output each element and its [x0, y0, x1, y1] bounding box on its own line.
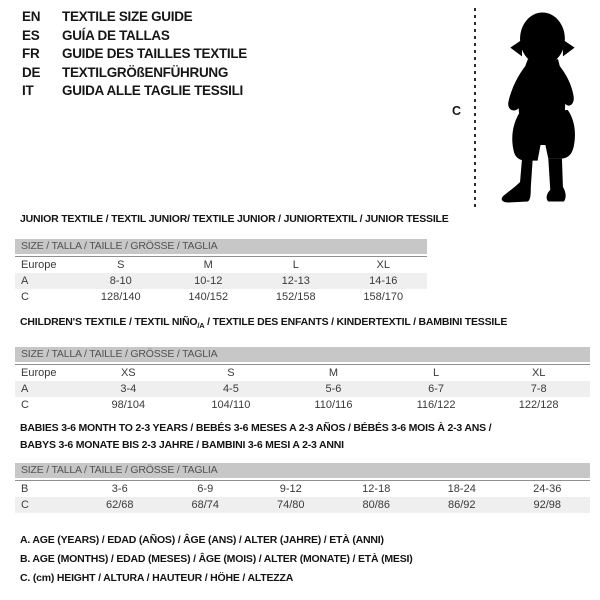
table-title-line: BABIES 3-6 MONTH TO 2-3 YEARS / BEBÉS 3-6 MESES A 2-3 AÑOS / BÉBÉS 3-6 MOIS À 2-3 ANS /	[20, 422, 492, 434]
size-cell: XL	[531, 367, 546, 380]
language-header	[22, 8, 247, 101]
table-title-subscript: /A	[197, 321, 205, 331]
row-label: A	[21, 275, 29, 287]
height-marker-label: C	[452, 104, 462, 118]
language-code: FR	[22, 46, 40, 61]
table-row	[15, 289, 427, 305]
measurement-figure	[440, 0, 600, 215]
table-body	[15, 257, 427, 305]
row-label: C	[21, 499, 29, 511]
size-cell: 12-18	[362, 483, 391, 495]
size-cell: S	[117, 259, 125, 271]
size-cell: M	[328, 367, 339, 380]
size-cell: XS	[120, 367, 136, 380]
size-cell: L	[292, 259, 299, 271]
language-code: IT	[22, 83, 34, 98]
size-cell: 8-10	[109, 275, 132, 287]
table-row	[15, 365, 590, 381]
row-label: Europe	[21, 259, 57, 271]
language-row	[22, 45, 247, 64]
language-row	[22, 8, 247, 27]
language-label: GUÍA DE TALLAS	[62, 27, 170, 43]
size-cell: 3-6	[111, 483, 128, 495]
measurement-legend	[20, 531, 413, 588]
table-row	[15, 381, 590, 397]
junior-size-table	[15, 213, 449, 305]
size-cell: 80/86	[362, 499, 391, 511]
table-row	[15, 273, 427, 289]
height-dashed-line	[474, 8, 476, 209]
size-cell: XL	[376, 259, 390, 271]
language-row	[22, 64, 247, 83]
size-cell: M	[203, 259, 213, 271]
table-title-part: CHILDREN'S TEXTILE / TEXTIL NIÑO	[20, 316, 198, 328]
row-label: C	[21, 399, 29, 412]
size-cell: 104/110	[211, 399, 251, 412]
size-cell: 24-36	[533, 483, 562, 495]
row-label: Europe	[21, 367, 57, 380]
language-label: TEXTILE SIZE GUIDE	[62, 9, 193, 24]
size-header-bar: SIZE / TALLA / TAILLE / GRÖSSE / TAGLIA	[15, 463, 590, 478]
size-cell: S	[227, 367, 235, 380]
size-cell: 9-12	[279, 483, 302, 495]
size-header-bar: SIZE / TALLA / TAILLE / GRÖSSE / TAGLIA	[15, 347, 590, 362]
table-body	[15, 365, 590, 413]
size-cell: 116/122	[416, 399, 456, 412]
table-row	[15, 257, 427, 273]
legend-line-age-months: B. AGE (MONTHS) / EDAD (MESES) / ÂGE (MOIS) / ALTER (MONATE) / ETÀ (MESI)	[20, 553, 413, 565]
size-cell: 4-5	[222, 383, 239, 396]
size-cell: 5-6	[325, 383, 342, 396]
size-cell: 18-24	[447, 483, 476, 495]
row-label: B	[21, 483, 29, 495]
size-cell: 68/74	[191, 499, 220, 511]
toddler-silhouette-icon	[484, 7, 598, 209]
table-body	[15, 481, 590, 513]
size-cell: 7-8	[530, 383, 547, 396]
legend-line-height: C. (cm) HEIGHT / ALTURA / HAUTEUR / HÖHE / ALTEZZA	[20, 572, 294, 584]
language-code: DE	[22, 64, 41, 80]
language-label: GUIDE DES TAILLES TEXTILE	[62, 46, 248, 61]
language-code: ES	[22, 27, 40, 43]
table-row	[15, 397, 590, 413]
row-label: A	[21, 383, 29, 396]
table-title-part: / TEXTILE DES ENFANTS / KINDERTEXTIL / BAMBINI TESSILE	[204, 316, 508, 328]
language-row	[22, 82, 247, 101]
legend-line-age-years: A. AGE (YEARS) / EDAD (AÑOS) / ÂGE (ANS) / ALTER (JAHRE) / ETÀ (ANNI)	[20, 534, 384, 546]
size-cell: 110/116	[314, 399, 353, 412]
size-cell: 92/98	[533, 499, 562, 511]
size-cell: 6-9	[197, 483, 214, 495]
language-label: TEXTILGRÖßENFÜHRUNG	[62, 64, 229, 80]
size-cell: 14-16	[369, 275, 398, 287]
size-cell: 3-4	[120, 383, 137, 396]
table-row	[15, 497, 590, 513]
size-cell: 86/92	[447, 499, 476, 511]
table-title-line: BABYS 3-6 MONATE BIS 2-3 JAHRE / BAMBINI 3-6 MESI A 2-3 ANNI	[20, 439, 344, 451]
size-cell: 152/158	[275, 291, 316, 303]
language-label: GUIDA ALLE TAGLIE TESSILI	[62, 83, 243, 98]
language-row	[22, 27, 247, 46]
table-row	[15, 481, 590, 497]
table-title	[15, 316, 590, 332]
babies-size-table	[15, 420, 590, 513]
children-size-table	[15, 316, 590, 413]
size-cell: 158/170	[363, 291, 404, 303]
size-cell: 98/104	[111, 399, 146, 412]
size-cell: 128/140	[100, 291, 141, 303]
size-cell: 6-7	[428, 383, 445, 396]
size-cell: 10-12	[194, 275, 223, 287]
size-cell: 62/68	[105, 499, 134, 511]
size-cell: 122/128	[518, 399, 559, 412]
size-cell: 74/80	[276, 499, 305, 511]
size-cell: 140/152	[188, 291, 229, 303]
size-header-bar: SIZE / TALLA / TAILLE / GRÖSSE / TAGLIA	[15, 239, 427, 254]
language-code: EN	[22, 9, 41, 24]
size-cell: L	[433, 367, 440, 380]
row-label: C	[21, 291, 29, 303]
size-cell: 12-13	[281, 275, 310, 287]
table-title	[15, 420, 590, 454]
table-title: JUNIOR TEXTILE / TEXTIL JUNIOR/ TEXTILE JUNIOR / JUNIORTEXTIL / JUNIOR TESSILE	[20, 213, 449, 225]
